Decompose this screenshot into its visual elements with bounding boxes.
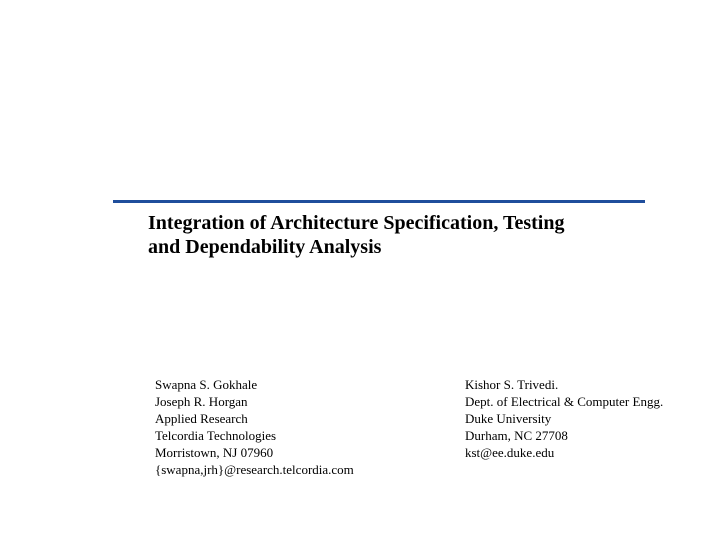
title-line-2: and Dependability Analysis <box>148 236 382 258</box>
affiliation-address: Morristown, NJ 07960 <box>155 445 274 460</box>
author-name: Joseph R. Horgan <box>155 394 248 409</box>
author-name: Swapna S. Gokhale <box>155 377 258 392</box>
affiliation-address: Durham, NC 27708 <box>465 428 568 443</box>
affiliation-department: Dept. of Electrical & Computer Engg. <box>465 394 664 409</box>
author-block-right <box>465 376 663 461</box>
author-email: kst@ee.duke.edu <box>465 445 555 460</box>
author-block-left <box>155 376 354 478</box>
affiliation-organization: Duke University <box>465 411 552 426</box>
affiliation-department: Applied Research <box>155 411 248 426</box>
title-divider-rule <box>113 200 645 203</box>
affiliation-organization: Telcordia Technologies <box>155 428 277 443</box>
title-line-1: Integration of Architecture Specification, Testing <box>148 212 565 234</box>
author-email: {swapna,jrh}@research.telcordia.com <box>155 462 354 477</box>
slide-title <box>148 211 668 259</box>
author-name: Kishor S. Trivedi. <box>465 377 559 392</box>
